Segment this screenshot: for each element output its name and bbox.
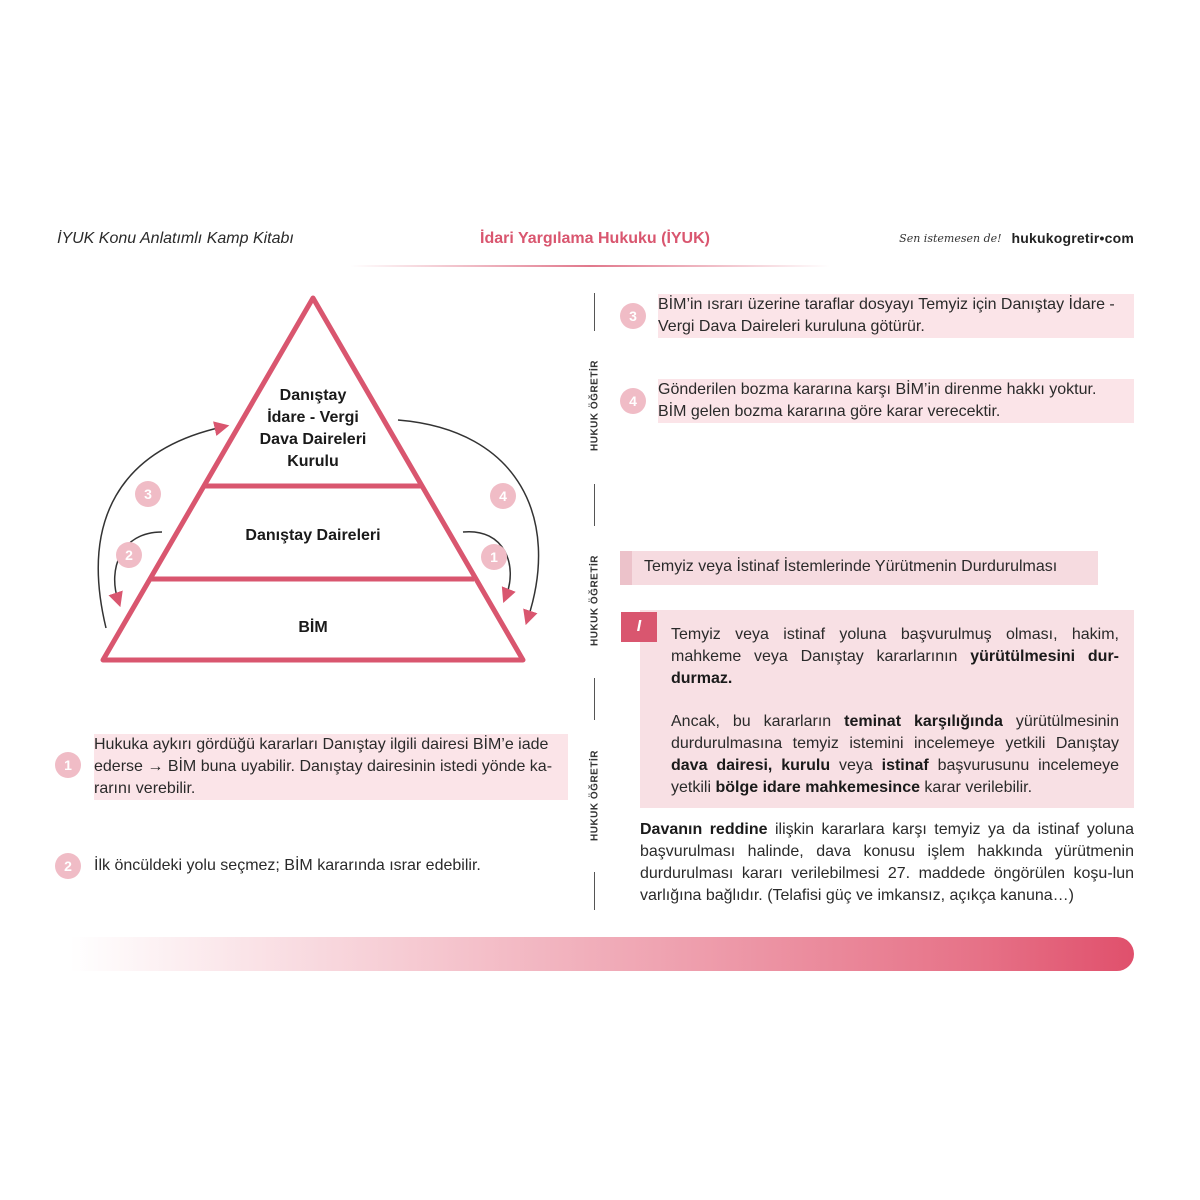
book-title: İYUK Konu Anlatımlı Kamp Kitabı: [57, 230, 294, 247]
brand-signature: Sen istemesen de!: [899, 231, 1002, 245]
note-4: [658, 379, 1134, 423]
arrow-badge-3-label: 3: [144, 486, 152, 502]
note-4-line-1: Gönderilen bozma kararına karşı BİM’in direnme hakkı yoktur.: [658, 381, 1097, 398]
note-1-badge: 1: [55, 752, 81, 778]
section-title: Temyiz veya İstinaf İstemlerinde Yürütmenin Durdurulması: [644, 558, 1058, 575]
watermark-text-2: HUKUK ÖĞRETİR: [589, 555, 601, 646]
panel-p2-bold-3: istinaf: [881, 757, 929, 774]
panel-p2-text-1: Ancak, bu kararların: [671, 713, 845, 730]
chapter-title: İdari Yargılama Hukuku (İYUK): [480, 230, 710, 247]
brand-name: hukukogretir•com: [1011, 230, 1134, 246]
panel-p2-bold-1: teminat karşılığında: [844, 713, 1003, 730]
note-1: [94, 734, 568, 800]
note-1-line-1: Hukuka aykırı gördüğü kararları Danıştay ilgili dairesi BİM’e iade: [94, 736, 549, 753]
watermark-line: [594, 872, 595, 910]
watermark-line: [594, 484, 595, 526]
note-3-badge: 3: [620, 303, 646, 329]
note-1-line-3: rarını verebilir.: [94, 780, 196, 797]
arrow-4: [398, 420, 539, 618]
closing-bold: Davanın reddine: [640, 821, 768, 838]
note-2-badge: 2: [55, 853, 81, 879]
section-header-accent: [620, 551, 632, 585]
panel-tag: I: [621, 612, 657, 642]
pyramid-top-line-3: Dava Daireleri: [259, 431, 367, 448]
watermark-text-1: HUKUK ÖĞRETİR: [589, 360, 601, 451]
note-3-line-1: BİM’in ısrarı üzerine taraflar dosyayı Temyiz için Danıştay İdare -: [658, 296, 1115, 313]
pyramid-top-line-1: Danıştay: [279, 387, 347, 404]
note-3-line-2: Vergi Dava Daireleri kuruluna götürür.: [658, 318, 925, 335]
note-4-badge: 4: [620, 388, 646, 414]
panel-p1-text: Temyiz veya istinaf yoluna başvurulmuş olması, hakim, mahkeme veya Danıştay kararlarının: [671, 626, 1119, 665]
panel-p2-text-4: başvurusunu incelemeye yetkili: [671, 757, 1120, 796]
arrow-badge-2-label: 2: [125, 547, 133, 563]
panel-p2-text-2: yürütülmesinin durdurulmasına temyiz istemini incelemeye yetkili Danıştay: [671, 713, 1119, 752]
panel-p2-bold-2: dava dairesi, kurulu: [671, 757, 831, 774]
pyramid-bottom-label: BİM: [298, 619, 328, 636]
pyramid-middle-label: Danıştay Daireleri: [245, 527, 381, 544]
watermark-line: [594, 293, 595, 331]
panel-p2-bold-4: bölge idare mahkemesince: [715, 779, 920, 796]
note-4-line-2: BİM gelen bozma kararına göre karar verecektir.: [658, 403, 1001, 420]
panel-paragraph-1: [671, 624, 1119, 690]
pyramid-outline: [103, 298, 523, 660]
panel-p1-bold: yürütülmesini dur-durmaz.: [671, 648, 1120, 687]
closing-paragraph: [640, 819, 1134, 907]
panel-paragraph-2: [671, 711, 1119, 799]
closing-text: ilişkin kararlara karşı temyiz ya da istinaf yoluna başvurulması halinde, dava konusu işlem hakkında yürütmenin durdurulması kararı verilebilmesi 27. maddede öngörülen koşu-lun varlığına bağlıdır. (Telafisi güç ve imkansız, açıkça kanuna…): [640, 821, 1134, 904]
pyramid-top-line-2: İdare - Vergi: [267, 409, 359, 426]
section-header: [620, 551, 1098, 585]
arrow-badge-1-label: 1: [490, 549, 498, 565]
panel-p2-text-3: veya: [830, 757, 882, 774]
note-2: [94, 855, 568, 877]
note-3: [658, 294, 1134, 338]
note-2-line-1: İlk öncüldeki yolu seçmez; BİM kararında ısrar edebilir.: [94, 857, 481, 874]
watermark-line: [594, 678, 595, 720]
note-1-line-2: ederse → BİM buna uyabilir. Danıştay dairesinin istedi yönde ka-: [94, 758, 553, 775]
pyramid-top-line-4: Kurulu: [287, 453, 339, 470]
arrow-badge-4-label: 4: [499, 488, 507, 504]
panel-p2-text-5: karar verilebilir.: [919, 779, 1033, 796]
watermark-text-3: HUKUK ÖĞRETİR: [589, 750, 601, 841]
footer-bar: [70, 937, 1134, 971]
